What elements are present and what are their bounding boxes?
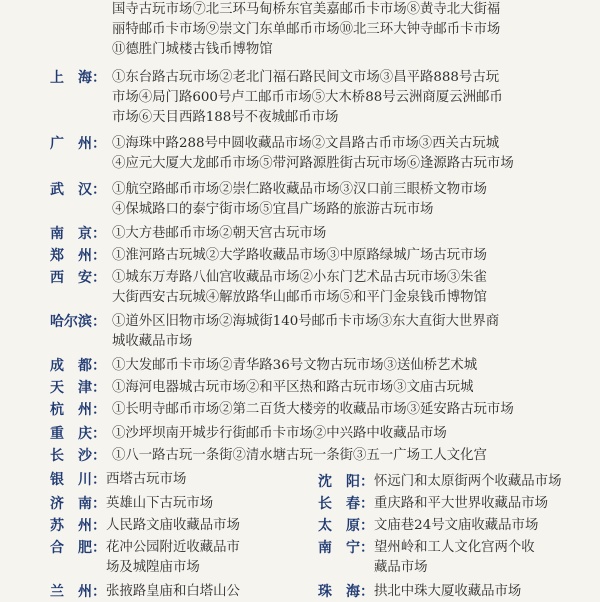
text-line: 西塔古玩市场 [106, 472, 187, 487]
text-line: ①航空路邮币市场②崇仁路收藏品市场③汉口前三眼桥文物市场 [112, 182, 487, 197]
text-line: 花冲公园附近收藏品市 [106, 540, 240, 555]
text-line: ①海河电器城古玩市场②和平区热和路古玩市场③文庙古玩城 [112, 380, 474, 395]
text-line: 城收藏品市场 [112, 334, 193, 349]
city-label: 天 津： [50, 380, 106, 396]
city-label: 郑 州： [50, 248, 106, 264]
text-line: 怀远门和太原街两个收藏品市场 [374, 474, 562, 489]
text-line: 重庆路和平大世界收藏品市场 [374, 496, 549, 511]
city-label: 上 海： [50, 70, 106, 86]
text-line: ①道外区旧物市场②海城街140号邮币卡市场③东大直街大世界商 [112, 314, 500, 329]
text-line: 张掖路皇庙和白塔山公 [106, 584, 240, 599]
beijing-continuation [112, 0, 592, 60]
text-line: 人民路文庙收藏品市场 [106, 518, 240, 533]
city-label: 哈尔滨： [50, 314, 106, 330]
text-line: ①沙坪坝南开城步行街邮币卡市场②中兴路中收藏品市场 [112, 426, 447, 441]
text-line: 拱北中珠大厦收藏品市场 [374, 584, 522, 599]
text-line: ①海珠中路288号中圆收藏品市场②文昌路古币市场③西关古玩城 [112, 136, 500, 151]
text-line: 市场④局门路600号卢工邮币市场⑤大木桥88号云洲商厦云洲邮币 [112, 90, 503, 105]
text-line: ①城东万寿路八仙宫收藏品市场②小东门艺术品古玩市场③朱雀 [112, 270, 487, 285]
text-line: 文庙巷24号文庙收藏品市场 [374, 518, 539, 533]
text-line: ①大方巷邮币市场②朝天宫古玩市场 [112, 226, 327, 241]
city-label: 沈 阳： [318, 474, 374, 490]
city-label: 南 京： [50, 226, 106, 242]
text-line: ①大发邮币卡市场②青华路36号文物古玩市场③送仙桥艺术城 [112, 358, 478, 373]
text-line: 国寺古玩市场⑦北三环马甸桥东官美嘉邮币卡市场⑧黄寺北大街福 [112, 2, 501, 17]
city-label: 南 宁： [318, 540, 374, 556]
text-line: 英雄山下古玩市场 [106, 496, 214, 511]
city-label: 长 沙： [50, 448, 106, 464]
city-label: 西 安： [50, 270, 106, 286]
city-label: 合 肥： [50, 540, 106, 556]
text-line: 望州岭和工人文化宫两个收 [374, 540, 535, 555]
city-label: 长 春： [318, 496, 374, 512]
city-label: 济 南： [50, 496, 106, 512]
text-line: 大街西安古玩城④解放路华山邮币市场⑤和平门金泉钱币博物馆 [112, 290, 487, 305]
text-line: 市场⑥天目西路188号不夜城邮币市场 [112, 110, 339, 125]
city-label: 兰 州： [50, 584, 106, 600]
text-line: ①东台路古玩市场②老北门福石路民间文市场③昌平路888号古玩 [112, 70, 500, 85]
city-label: 武 汉： [50, 182, 106, 198]
text-line: 藏品市场 [374, 560, 428, 575]
city-label: 广 州： [50, 136, 106, 152]
text-line: 丽特邮币卡市场⑨崇文门东单邮币市场⑩北三环大钟寺邮币卡市场 [112, 22, 501, 37]
city-label: 杭 州： [50, 402, 106, 418]
text-line: ①八一路古玩一条街②清水塘古玩一条街③五一广场工人文化宫 [112, 448, 487, 463]
text-line: 场及城隍庙市场 [106, 560, 200, 575]
city-label: 重 庆： [50, 426, 106, 442]
text-line: ④应元大厦大龙邮币市场⑤带河路源胜街古玩市场⑥逢源路古玩市场 [112, 156, 514, 171]
city-label: 太 原： [318, 518, 374, 534]
city-label: 珠 海： [318, 584, 374, 600]
city-label: 苏 州： [50, 518, 106, 534]
text-line: ①淮河路古玩城②大学路收藏品市场③中原路绿城广场古玩市场 [112, 248, 487, 263]
text-line: ①长明寺邮币市场②第二百货大楼旁的收藏品市场③延安路古玩市场 [112, 402, 514, 417]
text-line: ④保城路口的泰宁街市场⑤宜昌广场路的旅游古玩市场 [112, 202, 434, 217]
text-line: ⑪德胜门城楼古钱币博物馆 [112, 42, 273, 57]
city-label: 银 川： [50, 472, 106, 488]
city-label: 成 都： [50, 358, 106, 374]
